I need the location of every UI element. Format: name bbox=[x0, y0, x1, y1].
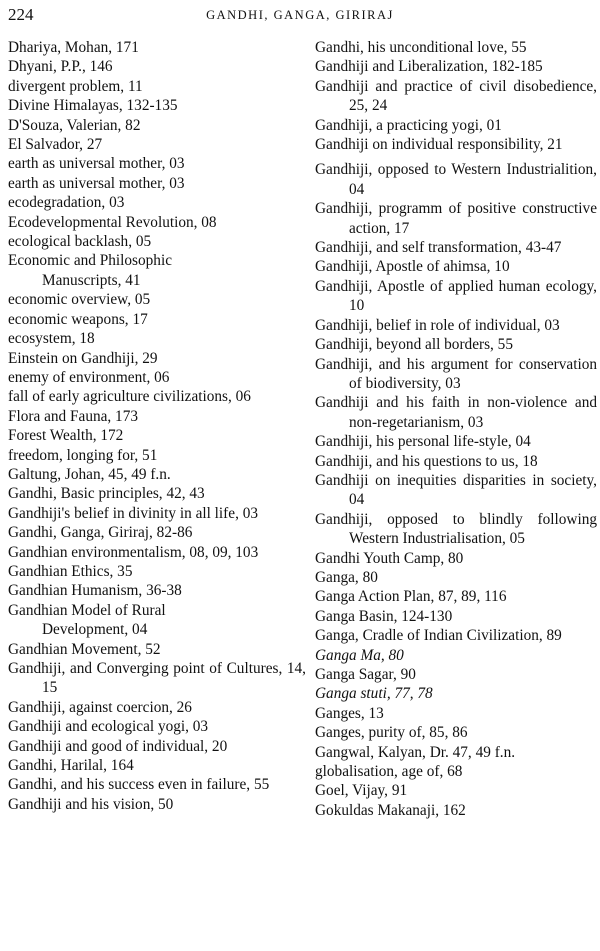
index-entry: Gandhiji, and self transformation, 43-47 bbox=[315, 239, 562, 257]
index-entry: Economic and Philosophic Manuscripts, 41 bbox=[8, 252, 172, 289]
index-entry: Gandhi, and his success even in failure, 55 bbox=[8, 776, 270, 794]
index-entry: Ganga Basin, 124-130 bbox=[315, 607, 453, 625]
index-entry: Gandhiji and good of individual, 20 bbox=[8, 737, 228, 755]
index-entry: Gandhian environmentalism, 08, 09, 103 bbox=[8, 543, 259, 561]
index-entry: Gandhiji on inequities disparities in society, 04 bbox=[315, 471, 597, 509]
index-entry: El Salvador, 27 bbox=[8, 136, 103, 154]
index-entry: ecodegradation, 03 bbox=[8, 194, 125, 212]
index-entry: divergent problem, 11 bbox=[8, 77, 143, 95]
index-entry: D'Souza, Valerian, 82 bbox=[8, 116, 141, 134]
index-entry: Ganga, 80 bbox=[315, 568, 378, 586]
index-entry: Gandhiji and practice of civil disobedience, 25, 24 bbox=[315, 77, 597, 115]
index-entry: Gandhiji, a practicing yogi, 01 bbox=[315, 116, 502, 134]
index-entry: economic weapons, 17 bbox=[8, 310, 148, 328]
page-header bbox=[8, 2, 592, 28]
index-entry: Divine Himalayas, 132-135 bbox=[8, 97, 178, 115]
index-entry: Gandhiji, belief in role of individual, 03 bbox=[315, 316, 560, 334]
index-entry: Gandhiji, opposed to Western Industrialition, 04 bbox=[315, 161, 597, 198]
index-entry: Gandhi, Ganga, Giriraj, 82-86 bbox=[8, 524, 193, 542]
index-entry: Gandhiji's belief in divinity in all life, 03 bbox=[8, 504, 259, 522]
index-entry: Gandhian Model of Rural Development, 04 bbox=[8, 601, 166, 639]
index-entry: Ganga Ma, 80 bbox=[315, 646, 404, 664]
index-entry: Ganges, purity of, 85, 86 bbox=[315, 724, 468, 742]
index-entry: Gandhiji, opposed to blindly following Western Industrialisation, 05 bbox=[315, 510, 597, 548]
running-head: GANDHI, GANGA, GIRIRAJ bbox=[206, 8, 394, 22]
index-entry: Gokuldas Makanaji, 162 bbox=[315, 801, 466, 819]
index-entry: Ecodevelopmental Revolution, 08 bbox=[8, 213, 217, 231]
index-entry: Gandhiji, beyond all borders, 55 bbox=[315, 336, 513, 354]
index-entry: Gandhiji and Liberalization, 182-185 bbox=[315, 58, 543, 76]
index-entry: Forest Wealth, 172 bbox=[8, 427, 124, 445]
index-entry: enemy of environment, 06 bbox=[8, 368, 170, 386]
index-entry: Gandhiji, and his argument for conservation of biodiversity, 03 bbox=[315, 355, 597, 392]
index-entry: Dhariya, Mohan, 171 bbox=[8, 39, 139, 56]
index-entry: Gandhiji, his personal life-style, 04 bbox=[315, 433, 531, 451]
page-number: 224 bbox=[8, 5, 34, 24]
index-entry: Gandhiji, Apostle of applied human ecology, 10 bbox=[315, 277, 597, 315]
index-entry: ecological backlash, 05 bbox=[8, 233, 152, 251]
index-entry: Gandhi, Harilal, 164 bbox=[8, 757, 134, 775]
index-entry: Ganga, Cradle of Indian Civilization, 89 bbox=[315, 627, 562, 645]
index-entry: earth as universal mother, 03 bbox=[8, 155, 185, 173]
index-entry: Gandhi, Basic principles, 42, 43 bbox=[8, 485, 205, 503]
index-entry: Gandhi, his unconditional love, 55 bbox=[315, 39, 527, 56]
index-entry: Gandhiji and his faith in non-violence and non-regetarianism, 03 bbox=[315, 394, 597, 431]
index-entry: Ganga stuti, 77, 78 bbox=[315, 685, 433, 703]
index-entry: Ganga Sagar, 90 bbox=[315, 666, 416, 683]
index-entry: Gandhi Youth Camp, 80 bbox=[315, 549, 464, 567]
index-entry: fall of early agriculture civilizations, 06 bbox=[8, 388, 251, 406]
index-column-right bbox=[315, 38, 597, 820]
index-entry: Gandhian Humanism, 36-38 bbox=[8, 582, 182, 600]
index-entry: globalisation, age of, 68 bbox=[315, 763, 463, 781]
index-entry: Gandhian Ethics, 35 bbox=[8, 562, 133, 580]
index-entry: Goel, Vijay, 91 bbox=[315, 782, 408, 800]
index-entry: ecosystem, 18 bbox=[8, 330, 95, 348]
index-entry: earth as universal mother, 03 bbox=[8, 174, 185, 192]
index-entry: Gandhiji, programm of positive constructive action, 17 bbox=[315, 200, 597, 237]
index-entry: Gandhiji, and Converging point of Cultures, 14, 15 bbox=[8, 660, 306, 697]
index-entry: Dhyani, P.P., 146 bbox=[8, 58, 113, 76]
index-entry: Flora and Fauna, 173 bbox=[8, 407, 139, 425]
index-entry: freedom, longing for, 51 bbox=[8, 446, 158, 464]
index-entry: Galtung, Johan, 45, 49 f.n. bbox=[8, 465, 171, 483]
index-entry: Gangwal, Kalyan, Dr. 47, 49 f.n. bbox=[315, 743, 516, 761]
index-entry: Ganga Action Plan, 87, 89, 116 bbox=[315, 588, 507, 606]
index-column-left bbox=[8, 38, 306, 814]
index-entry: Gandhiji, Apostle of ahimsa, 10 bbox=[315, 258, 510, 276]
index-entry: Gandhian Movement, 52 bbox=[8, 640, 161, 658]
index-entry: Gandhiji, and his questions to us, 18 bbox=[315, 452, 538, 470]
index-entry: Gandhiji and his vision, 50 bbox=[8, 795, 174, 813]
index-entry: Einstein on Gandhiji, 29 bbox=[8, 349, 158, 367]
index-entry: Gandhiji, against coercion, 26 bbox=[8, 698, 192, 716]
index-entry: Gandhiji and ecological yogi, 03 bbox=[8, 718, 209, 736]
index-entry: economic overview, 05 bbox=[8, 291, 151, 309]
index-entry: Ganges, 13 bbox=[315, 704, 384, 722]
index-entry: Gandhiji on individual responsibility, 21 bbox=[315, 136, 563, 154]
